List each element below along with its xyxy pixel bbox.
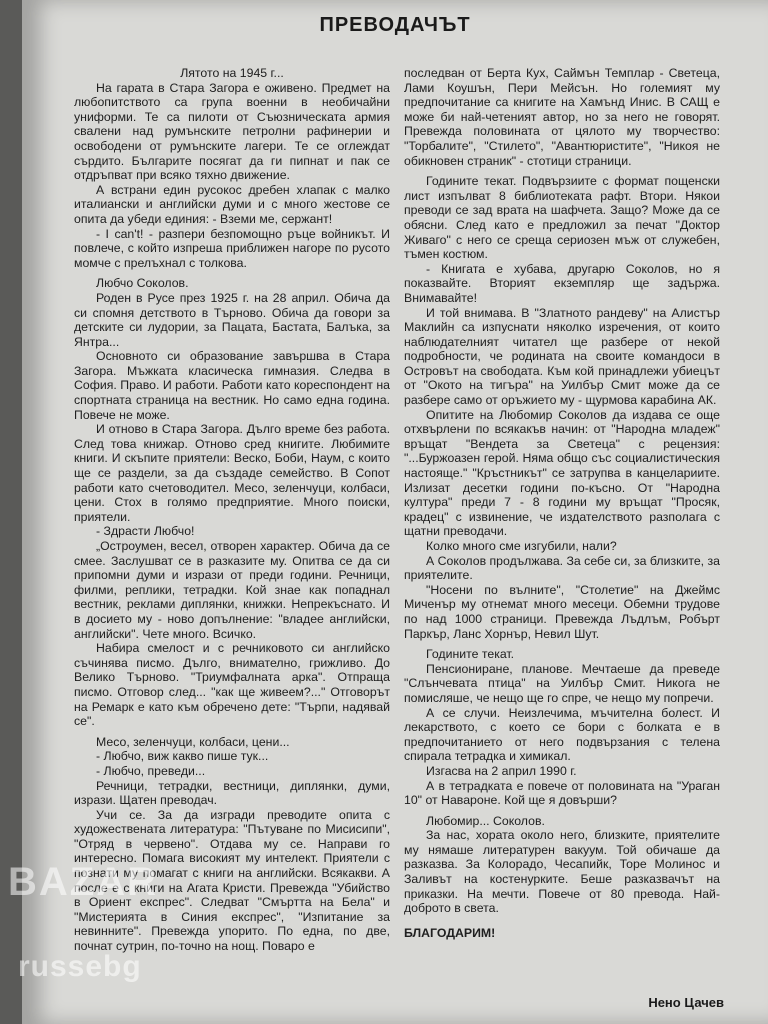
paragraph: Речници, тетрадки, вестници, диплянки, думи, изрази. Щатен преводач. [74, 778, 390, 808]
document-page [22, 0, 768, 1024]
paragraph: последван от Берта Кух, Саймън Темплар - Светеца, Лами Коушън, Пери Мейсън. Но големият му предпочитание са книгите на Хамънд Инис. В САЩ е може би най-четеният автор, но за него не говорят. Превежда половината от цялото му творчество: "Торбалите", "Стилето", "Авантюристите", "Никоя не обикновен страник" - стотици страници. [404, 66, 720, 168]
right-column [404, 66, 720, 940]
paragraph: Месо, зеленчуци, колбаси, цени... [96, 734, 290, 749]
paragraph: "Носени по вълните", "Столетие" на Джеймс Миченър му отнемат много месеци. Обемни трудове по над 1000 страници. Превежда Лъдлъм, Робърт Паркър, Ланс Хорнър, Невил Шут. [404, 582, 720, 641]
paragraph: - Здрасти Любчо! [96, 524, 195, 539]
paragraph: Колко много сме изгубили, нали? [426, 539, 617, 553]
paragraph: Годините текат. Подвързиите с формат пощенски лист изпълват 8 библиотеката рафт. Втори. Някои преводи се зад врата на шафчета. Защо? Може да се обясни. След като е предложил за печат "Доктор Живаго" с него се среща сериозен мъж от служебен, тъмен костюм. [404, 174, 720, 262]
paragraph: - I can't! - разпери безпомощно ръце войникът. И повлече, с който изпреша приближен нагоре по русото момче с прелъхнал с толкова. [74, 226, 390, 270]
paragraph: А се случи. Неизлечима, мъчителна болест. И лекарството, с което се бори с болката е в предпочитанието от него подвързания с телена спирала тетрадка и химикал. [404, 705, 720, 764]
paragraph: Роден в Русе през 1925 г. на 28 април. Обича да си спомня детството в Търново. Обича да говори за детските си лудории, за Пацата, Бастата, Балъка, за Янтра... [74, 290, 390, 349]
paragraph: Учи се. За да изгради преводите опита с художествената литература: "Пътуване по Мисисипи", "Отряд в червено". Отдава му се. Направи го интересно. Помага високият му интелект. Приятели с познати му помагат с книги на английски. Всякакви. А после е с книги на Агата Кристи. Превежда "Убийство в Ориент експрес". Следват "Смъртта на Бела" и "Мистерията в Синия експрес", "Изпитание за невинните". Превежда упорито. По една, по две, почнат сутрин, по-точно на нощ. Поваро е [74, 807, 390, 954]
paragraph: На гарата в Стара Загора е оживено. Предмет на любопитството са група военни в необичайни униформи. Те са пилоти от Съюзническата армия свалени над румънските петролни рафинерии и освободени от румънските лагери. Те се оглеждат сърдито. Българите посягат да ги пипнат и пак се отдръпват при всяко тяхно движение. [74, 80, 390, 183]
closing-line: БЛАГОДАРИМ! [404, 925, 496, 940]
paragraph: Изгасва на 2 април 1990 г. [426, 763, 577, 778]
paragraph: А в тетрадката е повече от половината на "Ураган 10" от Навароне. Кой ще я довърши? [404, 778, 720, 808]
paragraph: И той внимава. В "Златното рандеву" на Алистър Маклийн са изпуснати няколко изречения, от които наблюдателният читател ще разбере от некой подробности, че родината на своите командоси в Островът на свободата. Към кой принадлежи убиецът от "Окото на тигъра" на Уилбър Смит може да се разбере само от оръжието му - щурмова карабина АК. [404, 305, 720, 408]
watermark-text: BAZAR [8, 860, 158, 904]
paragraph: За нас, хората около него, близките, приятелите му нямаше литературен вакуум. Той обичаше да разказва. За Колорадо, Чесапийк, Торе Молинос и Заливът на костенурките. Беше разказвачът на приказки. На мечти. Повече от 80 превода. Най-доброто в света. [404, 828, 720, 916]
paragraph: Любчо Соколов. [96, 276, 189, 291]
paragraph: А встрани един русокос дребен хлапак с малко италиански и английски думи и с много жестове се опита да убеди единия: - Вземи ме, сержант! [74, 182, 390, 226]
paragraph: Любомир... Соколов. [426, 813, 545, 828]
paragraph: Набира смелост и с речниковото си английско съчинява писмо. Дълго, внимателно, грижливо. До Велико Търново. "Триумфалната арка". Отпраща писмо. Отговор след... "как ще живеем?..." Отговорът на Ремарк е като към обречено дете: "Търпи, надявай се". [74, 641, 390, 729]
paragraph: И отново в Стара Загора. Дълго време без работа. След това книжар. Отново сред книгите. Любимите книги. И скъпите приятели: Веско, Боби, Наум, с които ще се раздели, за да създаде семейство. В Сопот работи като счетоводител. Месо, зеленчуци, колбаси, цени. Стох в голямо предприятие. Много поиски, приятели. [74, 422, 390, 524]
paragraph: Лятото на 1945 г... [180, 66, 284, 80]
left-column [74, 66, 390, 954]
watermark-text: russebg [18, 950, 142, 983]
paragraph: Годините текат. [426, 647, 515, 662]
paragraph: - Книгата е хубава, другарю Соколов, но я показвайте. Вторият екземпляр ще задържа. Внимавайте! [404, 261, 720, 305]
paragraph: Основното си образование завършва в Стара Загора. Мъжката класическа гимназия. Следва в София. Право. И работи. Работи като кореспондент на спортната страница на вестник. Но само една година. Повече не може. [74, 349, 390, 422]
paragraph: - Любчо, виж какво пише тук... [96, 749, 269, 764]
paragraph: - Любчо, преведи... [96, 763, 206, 778]
paragraph: „Остроумен, весел, отворен характер. Обича да се смее. Заслушват се в разказите му. Опитва се да си припомни думи и изрази от преди години. Речници, филми, реплики, тетрадки. Кой знае как попаднал вестник, реклами диплянки, книжки. Непрекъснато. И в досието му - ново допълнение: "владее английски, английски". Чете много. Всичко. [74, 539, 390, 641]
paragraph: Пенсиониране, планове. Мечтаеше да преведе "Слънчевата птица" на Уилбър Смит. Никога не помисляше, че нещо ще го спре, че нещо му попречи. [404, 661, 720, 705]
author-signature: Нено Цачев [648, 995, 724, 1010]
page-title: ПРЕВОДАЧЪТ [319, 14, 471, 36]
paragraph: А Соколов продължава. За себе си, за близките, за приятелите. [404, 553, 720, 583]
paragraph: Опитите на Любомир Соколов да издава се още отхвърлени по всякакъв начин: от "Народна младеж" връщат "Вендета за Светеца" с рецензия: "...Буржоазен герой. Няма общо със социалистическия настояще." "Кръстникът" се затрупва в канцелариите. Излизат десетки години по-късно. От "Народна култура" преди 7 - 8 години му връщат "Просяк, крадец" с извинение, че издателството разполага с щатни преводачи. [404, 407, 720, 539]
